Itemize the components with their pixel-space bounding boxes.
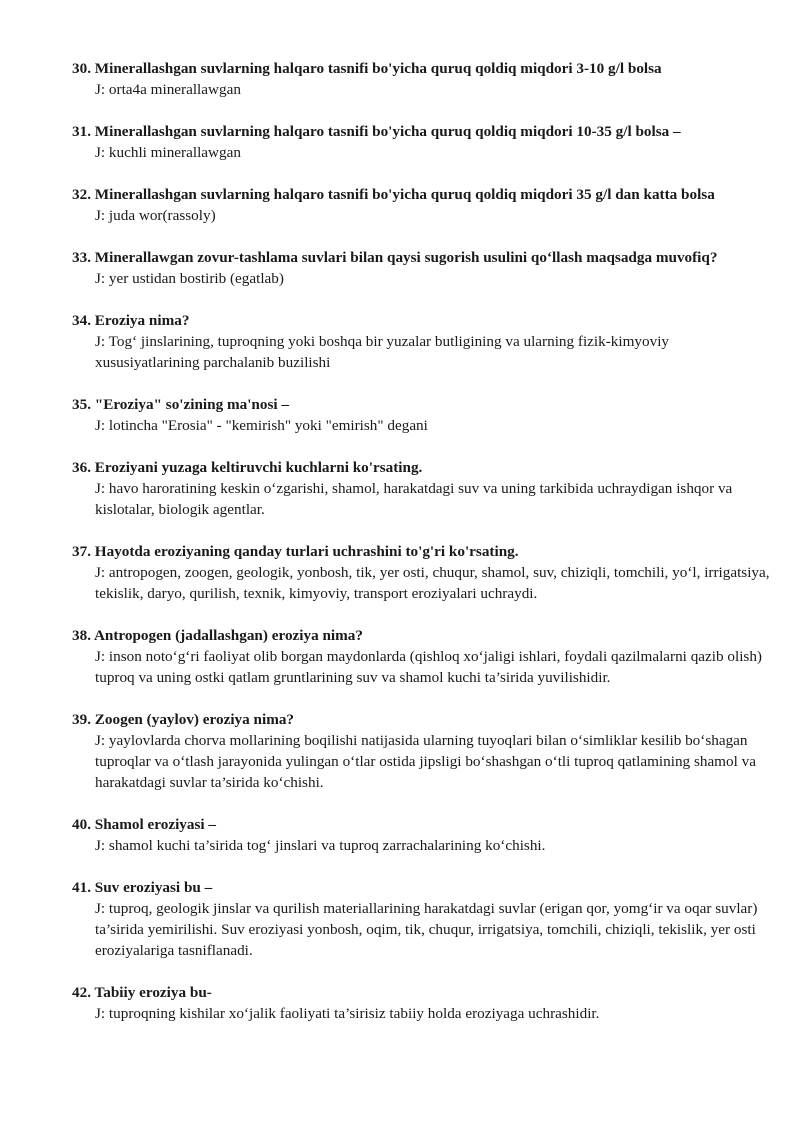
question-heading [72, 625, 772, 646]
question-text: Minerallashgan suvlarning halqaro tasnifi bo'yicha quruq qoldiq miqdori 3-10 g/l bolsa [94, 60, 662, 77]
answer-text: J: juda wor(rassoly) [95, 207, 216, 224]
question-number: 36. [72, 459, 91, 476]
answer-text: J: yer ustidan bostirib (egatlab) [95, 270, 284, 287]
answer-text: J: kuchli minerallawgan [95, 144, 241, 161]
question-heading [72, 457, 772, 478]
qa-item-42 [72, 982, 772, 1024]
question-text: Hayotda eroziyaning qanday turlari uchrashini to'g'ri ko'rsating. [94, 543, 519, 560]
question-number: 35. [72, 396, 91, 413]
question-heading [72, 310, 772, 331]
question-heading [72, 982, 772, 1003]
question-heading [72, 814, 772, 835]
answer-text: J: antropogen, zoogen, geologik, yonbosh, tik, yer osti, chuqur, shamol, suv, chiziqli, tomchili, yo‘l, irrigatsiya, tekislik, daryo, qurilish, texnik, kimyoviy, transport eroziyalari uchraydi. [95, 564, 770, 602]
question-text: Eroziyani yuzaga keltiruvchi kuchlarni ko'rsating. [94, 459, 423, 476]
qa-item-38 [72, 625, 772, 688]
question-text: Tabiiy eroziya bu- [94, 984, 212, 1001]
answer-text: J: orta4a minerallawgan [95, 81, 241, 98]
question-number: 39. [72, 711, 91, 728]
question-text: Minerallashgan suvlarning halqaro tasnifi bo'yicha quruq qoldiq miqdori 35 g/l dan katta bolsa [94, 186, 715, 203]
qa-item-30 [72, 58, 772, 100]
question-number: 42. [72, 984, 91, 1001]
question-number: 37. [72, 543, 91, 560]
question-text: Zoogen (yaylov) eroziya nima? [94, 711, 295, 728]
question-heading [72, 541, 772, 562]
qa-item-41 [72, 877, 772, 961]
answer-text: J: tuproqning kishilar xo‘jalik faoliyati ta’sirisiz tabiiy holda eroziyaga uchrashidir. [95, 1005, 600, 1022]
qa-item-33 [72, 247, 772, 289]
answer-text: J: inson noto‘g‘ri faoliyat olib borgan maydonlarda (qishloq xo‘jaligi ishlari, foydali qazilmalarni qazib olish) tuproq va uning ostki qatlam gruntlarining suv va shamol kuchi ta’sirida yuvilishidir. [95, 648, 762, 686]
question-number: 34. [72, 312, 91, 329]
answer-text: J: tuproq, geologik jinslar va qurilish materiallarining harakatdagi suvlar (erigan qor, yomg‘ir va oqar suvlar) ta’sirida yemirilishi. Suv eroziyasi yonbosh, oqim, tik, chuqur, irrigatsiya, tomchili, chiziqli, tekislik, yer osti eroziyalariga tasniflanadi. [95, 900, 758, 959]
qa-item-40 [72, 814, 772, 856]
question-heading [72, 709, 772, 730]
qa-item-34 [72, 310, 772, 373]
answer-text: J: shamol kuchi ta’sirida tog‘ jinslari va tuproq zarrachalarining ko‘chishi. [95, 837, 546, 854]
qa-item-35 [72, 394, 772, 436]
question-number: 41. [72, 879, 91, 896]
qa-item-31 [72, 121, 772, 163]
question-heading [72, 58, 772, 79]
question-number: 31. [72, 123, 91, 140]
question-text: Antropogen (jadallashgan) eroziya nima? [93, 627, 363, 644]
qa-item-37 [72, 541, 772, 604]
qa-item-32 [72, 184, 772, 226]
answer-text: J: lotincha "Erosia" - "kemirish" yoki "emirish" degani [95, 417, 428, 434]
question-text: "Eroziya" so'zining ma'nosi – [94, 396, 289, 413]
question-text: Suv eroziyasi bu – [94, 879, 213, 896]
question-answer-list [72, 58, 772, 1045]
qa-item-36 [72, 457, 772, 520]
question-heading [72, 121, 772, 142]
question-heading [72, 394, 772, 415]
question-number: 30. [72, 60, 91, 77]
question-heading [72, 877, 772, 898]
answer-text: J: yaylovlarda chorva mollarining boqilishi natijasida ularning tuyoqlari bilan o‘simliklar kesilib bo‘shagan tuproqlar va o‘tlash jarayonida yulingan o‘tlar ostida jipsligi bo‘shashgan o‘tli tuproq qatlamining shamol va harakatdagi suvlar ta’sirida ko‘chishi. [95, 732, 756, 791]
question-heading [72, 184, 772, 205]
question-number: 40. [72, 816, 91, 833]
question-text: Eroziya nima? [94, 312, 190, 329]
answer-text: J: Tog‘ jinslarining, tuproqning yoki boshqa bir yuzalar butligining va ularning fizik-kimyoviy xususiyatlarining parchalanib buzilishi [95, 333, 670, 371]
question-text: Minerallashgan suvlarning halqaro tasnifi bo'yicha quruq qoldiq miqdori 10-35 g/l bolsa – [94, 123, 681, 140]
question-heading [72, 247, 772, 268]
question-number: 32. [72, 186, 91, 203]
question-number: 33. [72, 249, 91, 266]
answer-text: J: havo haroratining keskin o‘zgarishi, shamol, harakatdagi suv va uning tarkibida uchraydigan ishqor va kislotalar, biologik agentlar. [95, 480, 733, 518]
question-number: 38. [72, 627, 91, 644]
qa-item-39 [72, 709, 772, 793]
question-text: Shamol eroziyasi – [94, 816, 216, 833]
question-text: Minerallawgan zovur-tashlama suvlari bilan qaysi sugorish usulini qo‘llash maqsadga muvofiq? [94, 249, 718, 266]
